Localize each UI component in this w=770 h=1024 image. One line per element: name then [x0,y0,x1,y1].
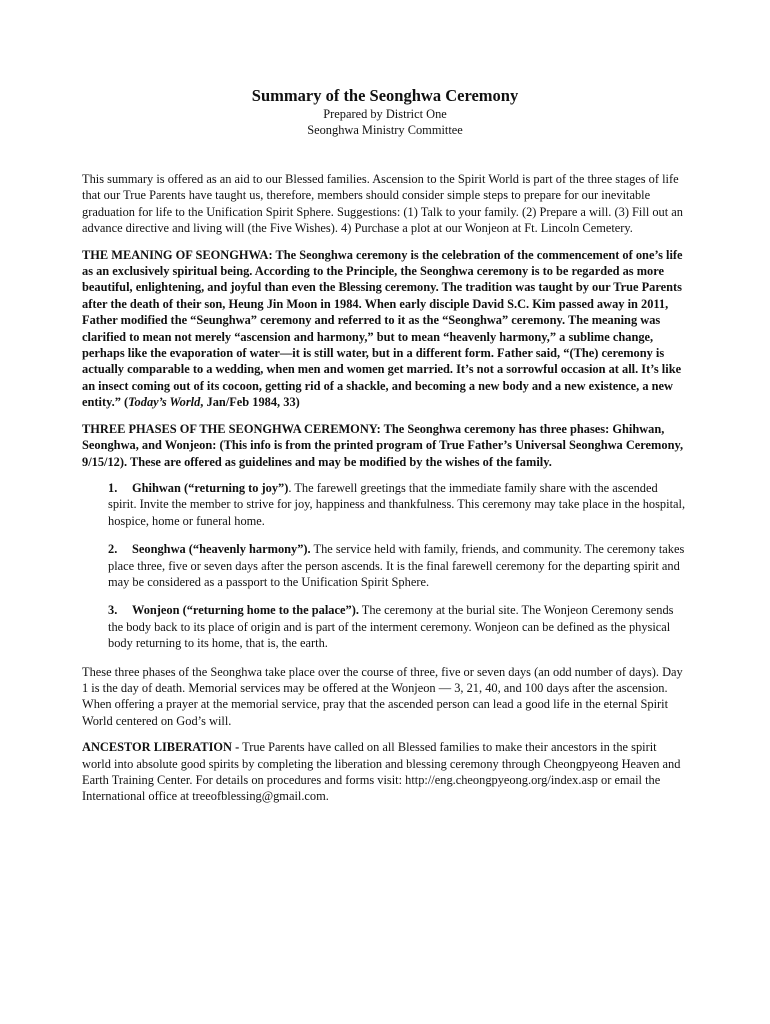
list-item [108,480,688,529]
phases-list [82,480,688,652]
committee-name: Seonghwa Ministry Committee [307,123,463,137]
document-header [0,86,770,138]
list-item [108,602,688,651]
meaning-paragraph [82,247,688,411]
meaning-source-tail: , Jan/Feb 1984, 33) [200,395,300,410]
phase-text: The service held with family, friends, and community. The ceremony takes place three, five or seven days after the person ascends. It is the final farewell ceremony for the departing spirit and may be considered as a passport to the Unification Spirit Sphere. [108,542,685,589]
ancestor-text: True Parents have called on all Blessed families to make their ancestors in the spirit world into absolute good spirits by completing the liberation and blessing ceremony through Cheongpyeong Heaven and Earth Training Center. For details on procedures and forms visit: http://eng.cheongpyeong.org/index.asp or email the International office at treeofblessing@gmail.com. [82,740,681,804]
phase-lead: Seonghwa (“heavenly harmony”). [132,542,311,557]
document-title: Summary of the Seonghwa Ceremony [251,86,519,105]
list-number: 2. [108,542,118,557]
meaning-source: Today’s World [128,395,201,410]
list-number: 1. [108,480,118,495]
phase-lead: Ghihwan (“returning to joy”) [132,480,289,495]
meaning-text: THE MEANING OF SEONGHWA: The Seonghwa ceremony is the celebration of the commencement of one’s life as an exclusively spiritual being. According to the Principle, the Seonghwa ceremony is to be regarded as more beautiful, enlightening, and joyful than even the Blessing ceremony. The tradition was taught by our True Parents after the death of their son, Heung Jin Moon in 1984. When early disciple David S.C. Kim passed away in 2011, Father modified the “Seunghwa” ceremony and referred to it as the “Seonghwa” ceremony. The meaning was clarified to mean not merely “ascension and harmony,” but to mean “heavenly harmony,” a sublime change, perhaps like the evaporation of water—it is still water, but in a different form. Father said, “(The) ceremony is actually comparable to a wedding, when men and women get married. It’s not a sorrowful occasion at all. It’s like an insect coming out of its cocoon, getting rid of a shackle, and becoming a new body and a new existence, a new entity.” ( [82,247,683,410]
ancestor-lead: ANCESTOR LIBERATION - [82,740,240,755]
phases-intro-paragraph: THREE PHASES OF THE SEONGHWA CEREMONY: The Seonghwa ceremony has three phases: Ghihwan, Seonghwa, and Wonjeon: (This info is from the printed program of True Father’s Universal Seonghwa Ceremony, 9/15/12). These are offered as guidelines and may be modified by the wishes of the family. [82,421,684,469]
phase-text: The ceremony at the burial site. The Wonjeon Ceremony sends the body back to its place of origin and is part of the interment ceremony. Wonjeon can be defined as the physical body returning to its home, that is, the earth. [108,603,674,651]
ancestor-paragraph [82,739,688,805]
document-body [82,171,688,815]
list-item [108,541,688,590]
list-number: 3. [108,603,118,618]
phase-lead: Wonjeon (“returning home to the palace”). [132,603,359,618]
days-paragraph: These three phases of the Seonghwa take place over the course of three, five or seven days (an odd number of days). Day 1 is the day of death. Memorial services may be offered at the Wonjeon — 3, 21, 40, and 100 days after the ascension. When offering a prayer at the memorial service, pray that the ascended person can lead a good life in the eternal Spirit World centered on God’s will. [82,664,683,728]
intro-paragraph: This summary is offered as an aid to our Blessed families. Ascension to the Spirit World is part of the three stages of life that our True Parents have taught us, therefore, members should consider simple steps to prepare for our inevitable graduation for life to the Unification Spirit Sphere. Suggestions: (1) Talk to your family. (2) Prepare a will. (3) Fill out an advance directive and living will (the Five Wishes). 4) Purchase a plot at our Wonjeon at Ft. Lincoln Cemetery. [82,172,683,236]
prepared-by: Prepared by District One [323,107,447,121]
phase-text: . The farewell greetings that the immediate family share with the ascended spirit. Invite the member to strive for joy, happiness and thankfulness. This ceremony may take place in the hospital, hospice, home or funeral home. [108,480,686,528]
